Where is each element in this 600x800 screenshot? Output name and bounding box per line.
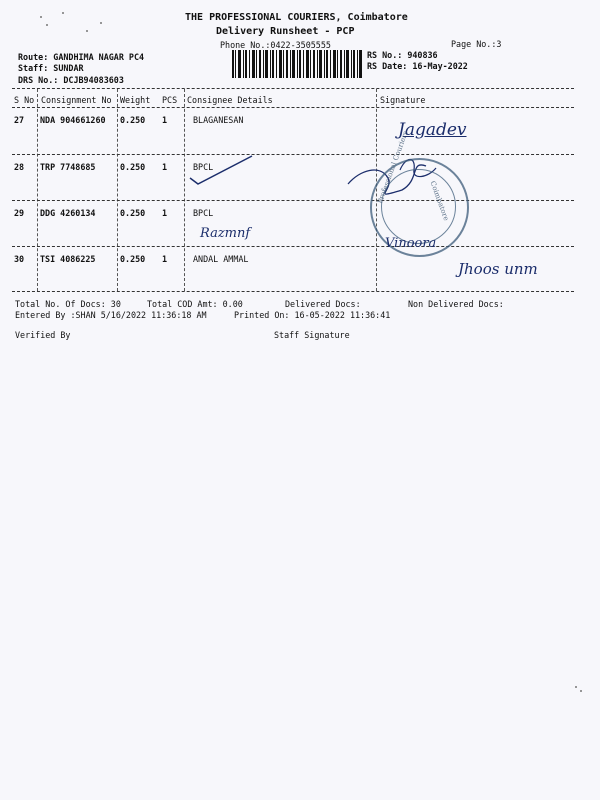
- row-consignee: BPCL: [193, 208, 214, 218]
- row-consignee: BLAGANESAN: [193, 115, 244, 125]
- runsheet-subtitle: Delivery Runsheet - PCP: [216, 26, 355, 37]
- col-sno: S No: [14, 95, 35, 105]
- printed-on: Printed On: 16-05-2022 11:36:41: [234, 310, 391, 320]
- column-divider: [117, 89, 118, 291]
- column-divider: [184, 89, 185, 291]
- table-header-rule: [12, 107, 574, 108]
- total-cod: Total COD Amt: 0.00: [147, 299, 243, 309]
- row-sno: 27: [14, 115, 25, 125]
- row-consignment: NDA 904661260: [40, 115, 106, 125]
- rs-number: RS No.: 940836: [367, 50, 438, 60]
- row-consignee: ANDAL AMMAL: [193, 254, 249, 264]
- company-title: THE PROFESSIONAL COURIERS, Coimbatore: [185, 12, 408, 23]
- row-weight: 0.250: [120, 115, 146, 125]
- total-docs: Total No. Of Docs: 30: [15, 299, 121, 309]
- non-delivered-docs: Non Delivered Docs:: [408, 299, 504, 309]
- signature-2: Razmnf: [200, 226, 251, 241]
- column-divider: [37, 89, 38, 291]
- delivered-docs: Delivered Docs:: [285, 299, 361, 309]
- row-pcs: 1: [162, 254, 168, 264]
- row-pcs: 1: [162, 208, 168, 218]
- col-pcs: PCS: [162, 95, 178, 105]
- row-consignment: TRP 7748685: [40, 162, 96, 172]
- scan-speck: [46, 24, 48, 26]
- row-sno: 29: [14, 208, 25, 218]
- scan-speck: [580, 690, 582, 692]
- signature-1: Jagadev: [398, 120, 467, 140]
- row-consignee: BPCL: [193, 162, 214, 172]
- row-pcs: 1: [162, 162, 168, 172]
- col-weight: Weight: [120, 95, 151, 105]
- staff-signature: Staff Signature: [274, 330, 350, 340]
- row-sno: 28: [14, 162, 25, 172]
- col-consignee: Consignee Details: [187, 95, 273, 105]
- row-consignment: DDG 4260134: [40, 208, 96, 218]
- page-number: Page No.:3: [451, 39, 502, 49]
- route-label: Route: GANDHIMA NAGAR PC4: [18, 52, 145, 62]
- scan-speck: [62, 12, 64, 14]
- stamp-text-right: Coimbatore: [428, 180, 451, 222]
- drs-number: DRS No.: DCJB94083603: [18, 75, 124, 85]
- row-weight: 0.250: [120, 208, 146, 218]
- col-signature: Signature: [380, 95, 426, 105]
- row-weight: 0.250: [120, 254, 146, 264]
- tick-mark: [186, 152, 256, 188]
- table-bottom-rule: [12, 291, 574, 292]
- row-pcs: 1: [162, 115, 168, 125]
- scan-speck: [40, 16, 42, 18]
- col-consignment: Consignment No: [41, 95, 112, 105]
- scan-speck: [86, 30, 88, 32]
- scan-speck: [100, 22, 102, 24]
- row-weight: 0.250: [120, 162, 146, 172]
- staff-label: Staff: SUNDAR: [18, 63, 84, 73]
- row-sno: 30: [14, 254, 25, 264]
- stamp-text-left: Professional Couriers: [376, 130, 410, 205]
- signature-4: Jhoos unm: [458, 260, 538, 278]
- scan-speck: [575, 686, 577, 688]
- row-consignment: TSI 4086225: [40, 254, 96, 264]
- rs-date: RS Date: 16-May-2022: [367, 61, 468, 71]
- verified-by: Verified By: [15, 330, 71, 340]
- signature-3: Vinoora: [385, 236, 437, 251]
- table-top-rule: [12, 88, 574, 89]
- phone-number: Phone No.:0422-3505555: [220, 40, 331, 50]
- entered-by: Entered By :SHAN 5/16/2022 11:36:18 AM: [15, 310, 207, 320]
- barcode: [232, 50, 362, 78]
